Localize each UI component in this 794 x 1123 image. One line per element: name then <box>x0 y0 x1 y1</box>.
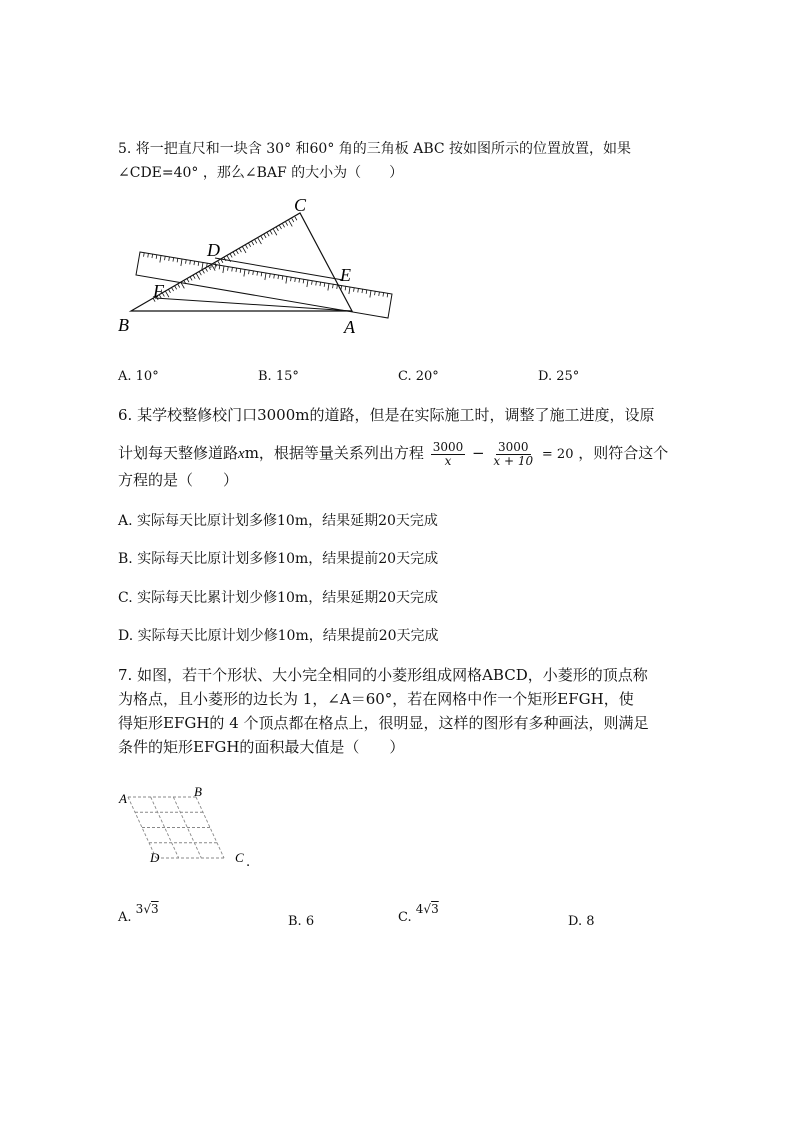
triangle-tick <box>264 234 266 237</box>
triangle-tick <box>258 238 262 244</box>
triangle-tick <box>252 242 254 245</box>
label-b: B <box>118 315 129 335</box>
grid-label-d: D <box>150 850 160 865</box>
q7-text-line2: 为格点，且小菱形的边长为 1，∠A＝60°，若在网格中作一个矩形EFGH，使 <box>118 690 634 708</box>
equation: $\frac{3000}{x}$ − $\frac{3000}{x + 10}$ = 20 <box>432 439 574 468</box>
triangle-tick <box>292 219 294 222</box>
q6-text-line1: 6. 某学校整修校门口3000m的道路，但是在实际施工时，调整了施工进度，设原 <box>118 406 655 424</box>
q7-text-line4: 条件的矩形EFGH的面积最大值是（ ） <box>118 738 405 756</box>
triangle-tick <box>169 289 171 292</box>
q5-option-d[interactable]: D. 25° <box>538 369 580 384</box>
q5-figure <box>110 190 410 340</box>
triangle-tick <box>172 288 174 291</box>
triangle-tick <box>267 233 269 236</box>
label-d: D <box>207 240 220 260</box>
triangle-tick <box>246 245 248 248</box>
q7-text-line1: 7. 如图，若干个形状、大小完全相同的小菱形组成网格ABCD，小菱形的顶点称 <box>118 666 648 684</box>
grid-label-a: A <box>119 791 127 806</box>
q5-option-b[interactable]: B. 15° <box>258 369 299 384</box>
grid-label-c: C <box>235 850 244 865</box>
q5-option-c[interactable]: C. 20° <box>398 369 439 384</box>
option-c-radical: 4√3 <box>415 902 439 916</box>
q5-text-line1: 5. 将一把直尺和一块含 30° 和60° 角的三角板 ABC 按如图所示的位置放置，如果 <box>118 141 632 157</box>
triangle-tick <box>280 226 282 229</box>
triangle-tick <box>230 254 232 257</box>
triangle-tick <box>178 284 180 287</box>
triangle-tick <box>233 252 235 255</box>
triangle-tick <box>273 229 277 235</box>
triangle-tick <box>175 286 177 289</box>
q7-option-a[interactable]: A. 3√3 <box>118 902 159 925</box>
triangle-tick <box>283 224 285 227</box>
triangle-tick <box>239 249 241 252</box>
q5-option-a[interactable]: A. 10° <box>118 369 159 384</box>
label-c: C <box>294 195 307 215</box>
triangle-tick <box>286 222 288 225</box>
grid-dot: . <box>246 855 251 870</box>
q7-rhombus-grid <box>110 780 270 875</box>
triangle-tick <box>249 243 251 246</box>
q6-option-d[interactable]: D. 实际每天比原计划少修10m，结果提前20天完成 <box>118 628 439 644</box>
q6-option-a[interactable]: A. 实际每天比原计划多修10m，结果延期20天完成 <box>118 513 438 529</box>
triangle-tick <box>218 261 220 264</box>
triangle-tick <box>270 231 272 234</box>
q6-text-line2: 计划每天整修道路xm，根据等量关系列出方程 $\frac{3000}{x}$ − $\frac{3000}{x + 10}$ = 20 ，则符合这个 <box>118 439 669 468</box>
triangle-tick <box>261 236 263 239</box>
triangle-tick <box>276 227 278 230</box>
ruler-upper <box>136 252 392 318</box>
option-a-radical: 3√3 <box>135 902 159 916</box>
q6-option-b[interactable]: B. 实际每天比原计划多修10m，结果提前20天完成 <box>118 551 439 567</box>
q7-text-line3: 得矩形EFGH的 4 个顶点都在格点上，很明显，这样的图形有多种画法，则满足 <box>118 714 649 732</box>
triangle-tick <box>295 217 297 220</box>
q5-text-line2: ∠CDE=40° ，那么∠BAF 的大小为（ ） <box>118 165 404 181</box>
q7-option-c[interactable]: C. 4√3 <box>398 902 439 925</box>
q7-option-b[interactable]: B. 6 <box>288 914 315 929</box>
label-e: E <box>340 265 351 285</box>
label-f: F <box>153 281 164 301</box>
grid-label-b: B <box>194 784 202 799</box>
triangle-tick <box>289 220 293 226</box>
triangle-tick <box>165 291 169 297</box>
triangle-tick <box>243 247 247 253</box>
q6-option-c[interactable]: C. 实际每天比累计划少修10m，结果延期20天完成 <box>118 590 439 606</box>
triangle-tick <box>255 240 257 243</box>
q7-option-d[interactable]: D. 8 <box>568 914 595 929</box>
label-a: A <box>344 317 355 337</box>
triangle-tick <box>236 250 238 253</box>
q6-text-line3: 方程的是（ ） <box>118 471 239 489</box>
